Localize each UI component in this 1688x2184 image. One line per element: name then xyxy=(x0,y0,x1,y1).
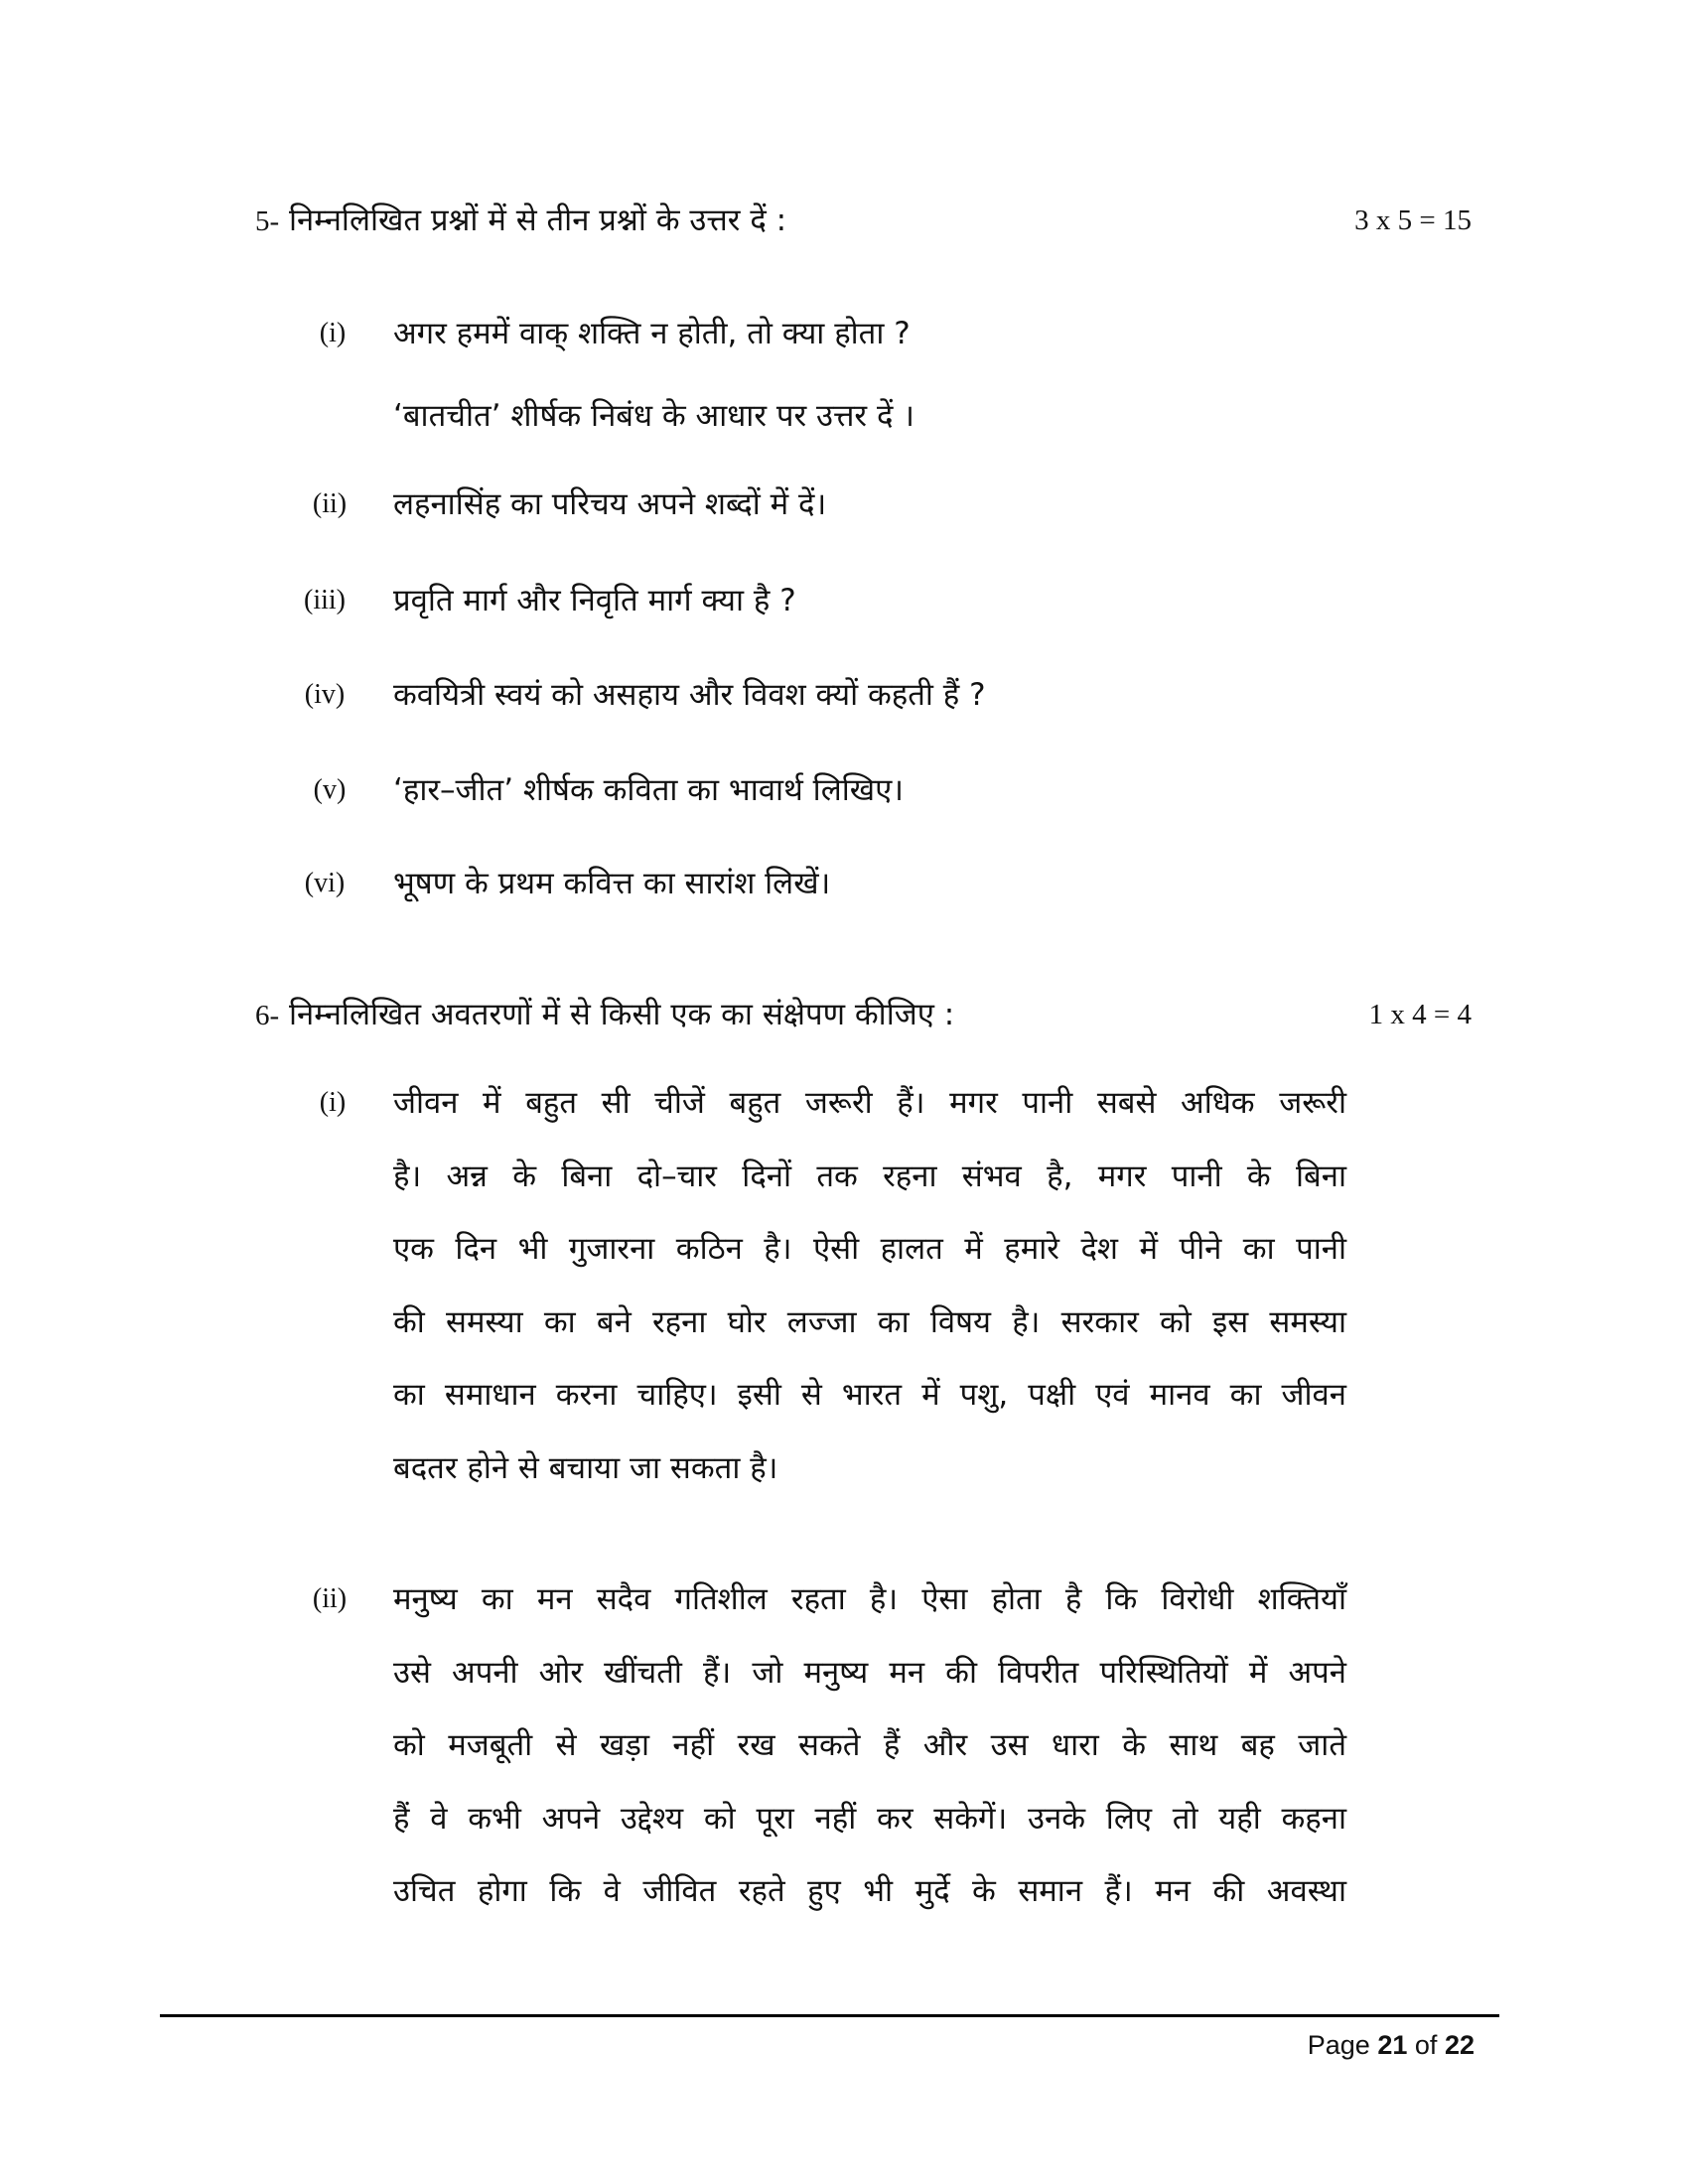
passage-line: उचित होगा कि वे जीवित रहते हुए भी मुर्दे के समान हैं। मन की अवस्था xyxy=(393,1873,1346,1909)
of-word: of xyxy=(1414,2030,1438,2060)
page-number xyxy=(1308,2030,1475,2061)
page-word: Page xyxy=(1307,2030,1370,2060)
item-label: (ii) xyxy=(312,488,348,519)
passage-line: हैं वे कभी अपने उद्देश्य को पूरा नहीं कर सकेगें। उनके लिए तो यही कहना xyxy=(393,1800,1346,1837)
item-label: (i) xyxy=(319,318,347,348)
passage-line: को मजबूती से खड़ा नहीं रख सकते हैं और उस धारा के साथ बह जाते xyxy=(393,1727,1346,1763)
question-6-marks: 1 x 4 = 4 xyxy=(1368,999,1472,1030)
question-6-heading xyxy=(255,995,954,1035)
question-item-text: कवयित्री स्वयं को असहाय और विवश क्यों कहती हैं ? xyxy=(393,677,986,713)
passage-line: जीवन में बहुत सी चीजें बहुत जरूरी हैं। मगर पानी सबसे अधिक जरूरी xyxy=(393,1085,1346,1121)
passage-label: (ii) xyxy=(312,1583,348,1614)
passage-line: की समस्या का बने रहना घोर लज्जा का विषय है। सरकार को इस समस्या xyxy=(393,1303,1346,1340)
question-instruction: निम्नलिखित अवतरणों में से किसी एक का संक्षेपण कीजिए : xyxy=(289,997,955,1032)
question-number: 6- xyxy=(255,1000,280,1031)
question-item-text: प्रवृति मार्ग और निवृति मार्ग क्या है ? xyxy=(393,583,796,618)
passage-label: (i) xyxy=(319,1087,347,1118)
question-item-text: ‘बातचीत’ शीर्षक निबंध के आधार पर उत्तर दें । xyxy=(393,398,915,434)
question-item-text: भूषण के प्रथम कवित्त का सारांश लिखें। xyxy=(393,866,831,901)
passage-line: मनुष्य का मन सदैव गतिशील रहता है। ऐसा होता है कि विरोधी शक्तियाँ xyxy=(393,1581,1346,1617)
question-instruction: निम्नलिखित प्रश्नों में से तीन प्रश्नों के उत्तर दें : xyxy=(289,203,787,238)
item-label: (iii) xyxy=(304,585,346,615)
passage-line: का समाधान करना चाहिए। इसी से भारत में पशु, पक्षी एवं मानव का जीवन xyxy=(393,1377,1346,1413)
passage-2 xyxy=(393,1579,1346,1945)
total-pages: 22 xyxy=(1444,2030,1475,2060)
question-number: 5- xyxy=(255,205,280,237)
passage-line: बदतर होने से बचाया जा सकता है। xyxy=(393,1449,778,1486)
question-5-marks: 3 x 5 = 15 xyxy=(1354,205,1472,236)
question-item-text: अगर हममें वाक् शक्ति न होती, तो क्या होता ? xyxy=(393,316,911,351)
question-item-text: ‘हार–जीत’ शीर्षक कविता का भावार्थ लिखिए। xyxy=(393,772,905,808)
footer-divider xyxy=(160,2014,1499,2017)
passage-1 xyxy=(393,1083,1346,1521)
passage-line: है। अन्न के बिना दो–चार दिनों तक रहना संभव है, मगर पानी के बिना xyxy=(393,1158,1346,1194)
item-label: (v) xyxy=(313,774,347,805)
passage-line: एक दिन भी गुजारना कठिन है। ऐसी हालत में हमारे देश में पीने का पानी xyxy=(393,1231,1346,1267)
question-item-text: लहनासिंह का परिचय अपने शब्दों में दें। xyxy=(393,486,827,522)
passage-line: उसे अपनी ओर खींचती हैं। जो मनुष्य मन की विपरीत परिस्थितियों में अपने xyxy=(393,1654,1346,1691)
item-label: (iv) xyxy=(304,679,346,710)
item-label: (vi) xyxy=(304,868,346,898)
current-page: 21 xyxy=(1377,2030,1408,2060)
question-5-heading xyxy=(255,201,786,241)
